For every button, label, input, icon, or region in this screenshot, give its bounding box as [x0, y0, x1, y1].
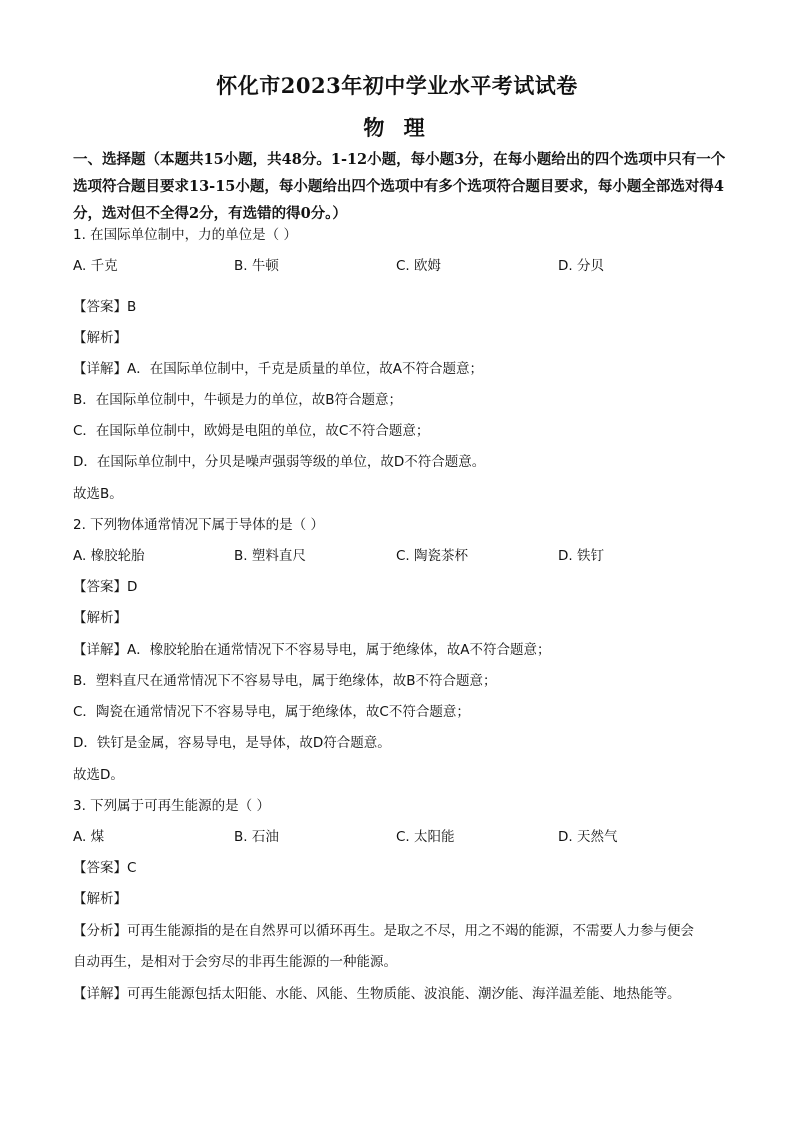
question-3-analysis-line: 自动再生，是相对于会穷尽的非再生能源的一种能源。: [73, 954, 397, 970]
question-2-option-b: B. 塑料直尺: [234, 548, 306, 564]
question-1-explanation-line: D．在国际单位制中，分贝是噪声强弱等级的单位，故D不符合题意。: [73, 454, 486, 470]
question-2-explanation-line: B．塑料直尺在通常情况下不容易导电，属于绝缘体，故B不符合题意；: [73, 673, 497, 689]
question-3-option-b: B. 石油: [234, 829, 279, 845]
question-3-explanation-line: 【详解】可再生能源包括太阳能、水能、风能、生物质能、波浪能、潮汐能、海洋温差能、地热能等。: [73, 986, 681, 1002]
question-2-option-a: A. 橡胶轮胎: [73, 548, 145, 564]
question-2-stem: 2. 下列物体通常情况下属于导体的是（ ）: [73, 517, 324, 533]
question-1-explanation-line: C．在国际单位制中，欧姆是电阻的单位，故C不符合题意；: [73, 423, 430, 439]
question-3-analysis-line: 【分析】可再生能源指的是在自然界可以循环再生。是取之不尽，用之不竭的能源，不需要人力参与便会: [73, 923, 694, 939]
question-1-option-b: B. 牛顿: [234, 258, 279, 274]
question-2-explanation-line: 【详解】A．橡胶轮胎在通常情况下不容易导电，属于绝缘体，故A不符合题意；: [73, 642, 551, 658]
question-1-option-a: A. 千克: [73, 258, 118, 274]
question-1-stem: 1. 在国际单位制中，力的单位是（ ）: [73, 227, 297, 243]
question-1-option-c: C. 欧姆: [396, 258, 442, 274]
question-3-analysis-label: 【解析】: [73, 891, 127, 907]
question-2-explanation-line: D．铁钉是金属，容易导电，是导体，故D符合题意。: [73, 735, 391, 751]
section-heading: 一、选择题（本题共15小题，共48分。1-12小题，每小题3分，在每小题给出的四个选项中只有一个选项符合题目要求13-15小题，每小题给出四个选项中有多个选项符合题目要求，每小题全部选对得4分，选对但不全得2分，有选错的得0分。）: [73, 151, 726, 222]
question-1-analysis-label: 【解析】: [73, 330, 127, 346]
question-1-conclusion: 故选B。: [73, 486, 123, 502]
question-2-option-c: C. 陶瓷茶杯: [396, 548, 469, 564]
question-3-option-c: C. 太阳能: [396, 829, 455, 845]
question-1-option-d: D. 分贝: [558, 258, 604, 274]
question-1-answer: 【答案】B: [73, 299, 137, 315]
question-1-explanation-line: 【详解】A．在国际单位制中，千克是质量的单位，故A不符合题意；: [73, 361, 483, 377]
question-3-option-a: A. 煤: [73, 829, 105, 845]
subject-title: 物 理: [363, 115, 431, 140]
question-3-answer: 【答案】C: [73, 860, 137, 876]
question-3-option-d: D. 天然气: [558, 829, 618, 845]
question-2-analysis-label: 【解析】: [73, 610, 127, 626]
question-2-answer: 【答案】D: [73, 579, 138, 595]
page-title: 怀化市2023年初中学业水平考试试卷: [216, 73, 578, 98]
question-1-explanation-line: B．在国际单位制中，牛顿是力的单位，故B符合题意；: [73, 392, 403, 408]
question-3-stem: 3. 下列属于可再生能源的是（ ）: [73, 798, 270, 814]
question-2-explanation-line: C．陶瓷在通常情况下不容易导电，属于绝缘体，故C不符合题意；: [73, 704, 470, 720]
question-2-option-d: D. 铁钉: [558, 548, 604, 564]
question-2-conclusion: 故选D。: [73, 767, 124, 783]
